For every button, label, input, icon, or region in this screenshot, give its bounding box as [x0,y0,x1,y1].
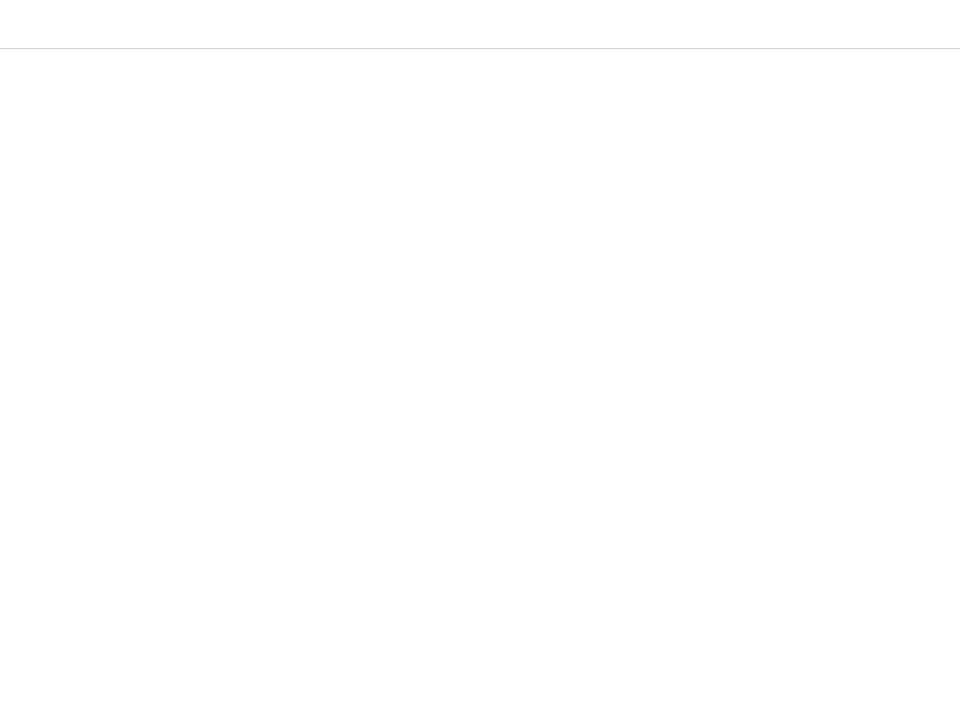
main-content [0,49,960,720]
header [0,0,960,49]
